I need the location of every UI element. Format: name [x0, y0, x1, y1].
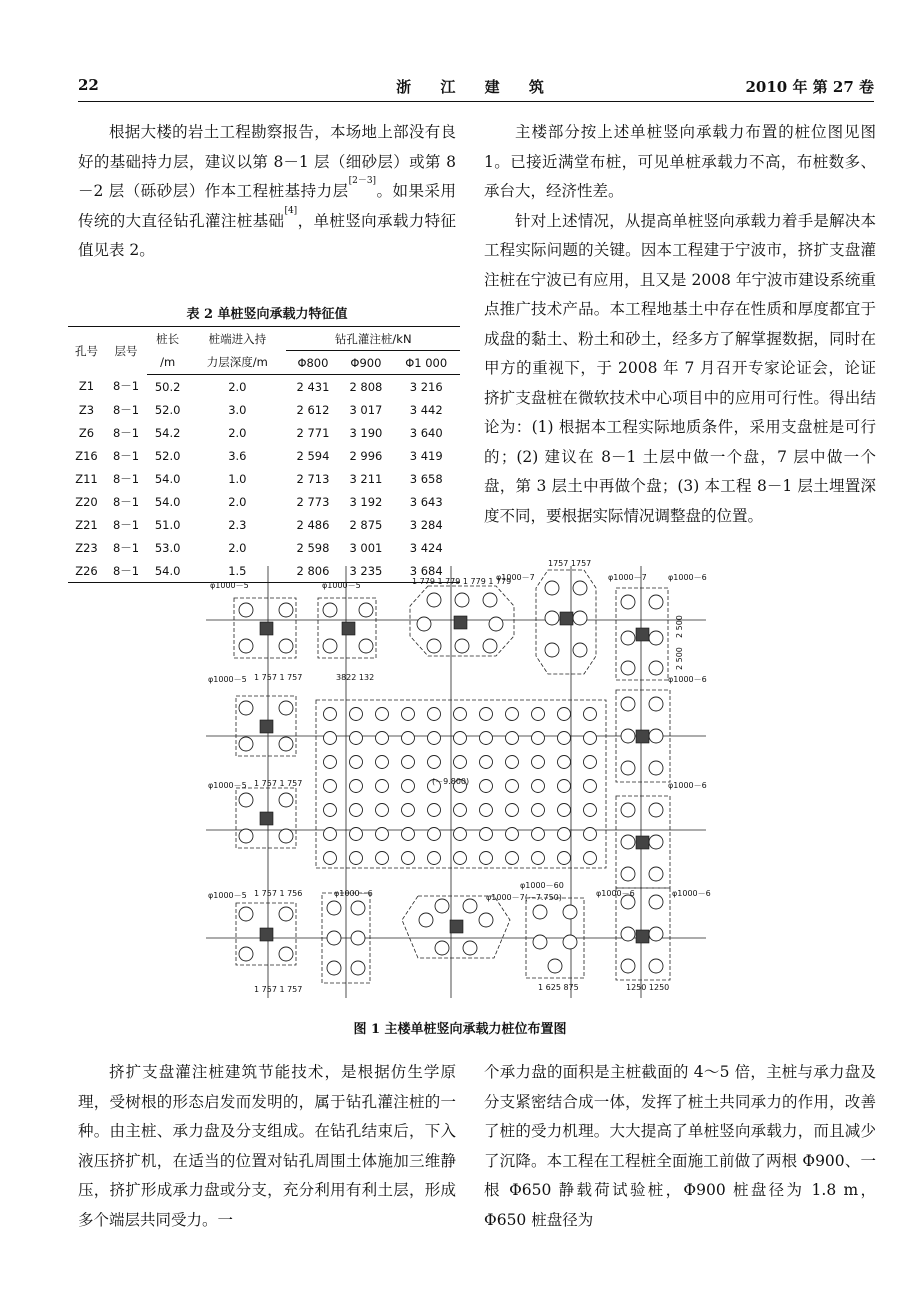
table-caption: 表 2 单桩竖向承载力特征值: [186, 307, 348, 322]
pile-circle: [480, 852, 493, 865]
pile-circle: [454, 852, 467, 865]
table-cell: 8－1: [112, 471, 140, 486]
pile-circle: [428, 852, 441, 865]
pile-circle: [584, 708, 597, 721]
table-cell: 2 598: [296, 540, 330, 555]
pile-circle: [584, 732, 597, 745]
pile-circle: [376, 852, 389, 865]
fig-label: φ1000－5: [208, 891, 247, 900]
pile-circle: [454, 828, 467, 841]
pile-circle: [324, 780, 337, 793]
table-cell: 2.0: [228, 425, 247, 440]
pile-circle: [558, 756, 571, 769]
left-column-top: [78, 118, 456, 266]
fig-dimension: 1 625 875: [538, 983, 579, 992]
citation: [2－3]: [348, 176, 377, 186]
table-cell: 3 684: [392, 559, 460, 583]
pile-circle: [402, 708, 415, 721]
pile-circle: [454, 708, 467, 721]
table-cell: 2 996: [349, 448, 383, 463]
col-length: 桩长: [147, 327, 188, 351]
pile-circle: [558, 780, 571, 793]
pile-circle: [480, 780, 493, 793]
fig-label: φ1000－60: [520, 881, 564, 890]
fig-label: φ1000－6: [668, 675, 707, 684]
paragraph: 针对上述情况，从提高单桩竖向承载力着手是解决本工程实际问题的关键。因本工程建于宁波市，挤扩支盘灌注桩在宁波已有应用，且又是 2008 年宁波市建设系统重点推广技术产品。本工程地基土中存在性质和厚度都宜于成盘的黏土、粉土和砂土，经多方了解掌握数据，同时在甲方的重视下，于 2008 年 7 月召开专家论证会，论证挤扩支盘桩在微软技术中心项目中的应用可行性。得出结论为：(1) 根据本工程实际地质条件，采用支盘桩是可行的；(2) 建议在 8－1 土层中做一个盘，7 层中做一个盘，第 3 层土中再做个盘；(3) 本工程 8－1 层土埋置深度不同，要根据实际情况调整盘的位置。: [484, 211, 876, 525]
pile-circle: [376, 708, 389, 721]
pile-circle: [428, 732, 441, 745]
fig-label: φ1000－7(－7.750): [486, 893, 562, 902]
pile-circle: [480, 756, 493, 769]
pile-circle: [376, 804, 389, 817]
table-cell: 54.2: [154, 425, 181, 440]
table-cell: 8－1: [112, 402, 140, 417]
figure-caption: 图 1 主楼单桩竖向承载力桩位布置图: [353, 1022, 567, 1037]
pile-circle: [480, 732, 493, 745]
left-column-bottom: [78, 1058, 456, 1235]
pile-circle: [454, 732, 467, 745]
table-cell: 53.0: [154, 540, 181, 555]
table-row: [68, 513, 460, 536]
pile-circle: [324, 756, 337, 769]
table-cell: 3 640: [409, 425, 443, 440]
pile-circle: [480, 804, 493, 817]
table-cell: Z3: [78, 402, 95, 417]
table-cell: 8－1: [112, 425, 140, 440]
fig-label: φ1000－6: [668, 781, 707, 790]
fig-label: φ1000－7: [608, 573, 647, 582]
pile-circle: [558, 732, 571, 745]
fig-label: φ1000－6: [596, 889, 635, 898]
col-d800: Φ800: [286, 351, 339, 375]
pile-circle: [532, 732, 545, 745]
pile-circle: [532, 708, 545, 721]
page-number: 22: [78, 76, 99, 94]
table-cell: 2 431: [296, 379, 330, 394]
table-cell: 2.0: [228, 379, 247, 394]
pile-circle: [402, 828, 415, 841]
pile-circle: [506, 756, 519, 769]
pile-circle: [532, 804, 545, 817]
fig-dimension: 1 757 1 757: [254, 779, 303, 788]
pile-circle: [558, 708, 571, 721]
table-cell: 2 808: [349, 379, 383, 394]
table-cell: 50.2: [154, 379, 181, 394]
table-cell: 2.0: [228, 540, 247, 555]
pile-circle: [558, 852, 571, 865]
col-d1000: Φ1 000: [392, 351, 460, 375]
header-rule: [78, 101, 874, 102]
table-cell: 3 424: [409, 540, 443, 555]
table-cell: 1.0: [228, 471, 247, 486]
fig-label: (－9.800): [432, 777, 470, 786]
table-row: [68, 467, 460, 490]
pile-circle: [376, 780, 389, 793]
pile-circle: [324, 804, 337, 817]
pile-circle: [402, 852, 415, 865]
table-cell: 8－1: [112, 540, 140, 555]
pile-circle: [584, 852, 597, 865]
table-cell: 3 284: [409, 517, 443, 532]
col-layer: 层号: [105, 327, 147, 375]
pile-circle: [506, 732, 519, 745]
table-cell: Z11: [75, 471, 98, 486]
table-cell: 3 001: [349, 540, 383, 555]
table-cell: 3 419: [409, 448, 443, 463]
pile-circle: [402, 732, 415, 745]
table-cell: 52.0: [154, 448, 181, 463]
fig-label: φ1000－7: [496, 573, 535, 582]
pile-circle: [558, 804, 571, 817]
pile-circle: [324, 852, 337, 865]
pile-circle: [584, 780, 597, 793]
table-cell: 2 773: [296, 494, 330, 509]
table-cell: 2 594: [296, 448, 330, 463]
pile-circle: [558, 828, 571, 841]
paragraph: 个承力盘的面积是主桩截面的 4～5 倍，主桩与承力盘及分支紧密结合成一体，发挥了桩土共同承力的作用，改善了桩的受力机理。大大提高了单桩竖向承载力，而且减少了沉降。本工程在工程桩全面施工前做了两根 Φ900、一根 Φ650 静载荷试验桩，Φ900 桩盘径为 1.8 m，Φ650 桩盘径为: [484, 1063, 876, 1229]
table-cell: 3 211: [349, 471, 383, 486]
pile-circle: [376, 732, 389, 745]
pile-circle: [454, 804, 467, 817]
fig-dimension: 1250 1250: [626, 983, 670, 992]
table-row: [68, 536, 460, 559]
paragraph: 主楼部分按上述单桩竖向承载力布置的桩位图见图 1。已接近满堂布桩，可见单桩承载力不高，布桩数多、承台大，经济性差。: [484, 123, 876, 200]
pile-circle: [532, 780, 545, 793]
fig-label: φ1000－6: [668, 573, 707, 582]
table-2: [68, 326, 460, 583]
pile-circle: [376, 756, 389, 769]
table-cell: 8－1: [105, 559, 147, 583]
pile-circle: [584, 828, 597, 841]
table-cell: 3 192: [349, 494, 383, 509]
pile-circle: [506, 804, 519, 817]
col-group: 钻孔灌注桩/kN: [286, 327, 460, 351]
pile-circle: [532, 756, 545, 769]
pile-layout-figure: [196, 558, 716, 1010]
col-depth-unit: 力层深度/m: [188, 351, 286, 375]
table-cell: 54.0: [154, 471, 181, 486]
table-row: [68, 421, 460, 444]
right-column-top: [484, 118, 876, 531]
pile-circle: [350, 756, 363, 769]
col-depth: 桩端进入持: [188, 327, 286, 351]
fig-dimension: 1 757 1 757: [254, 673, 303, 682]
table-cell: Z20: [75, 494, 98, 509]
pile-circle: [428, 708, 441, 721]
table-cell: Z21: [75, 517, 98, 532]
journal-title: 浙 江 建 筑: [396, 78, 556, 96]
fig-label: φ1000－5: [322, 581, 361, 590]
paragraph: 根据大楼的岩土工程勘察报告，本场地上部没有良好的基础持力层，建议以第 8－1 层（细砂层）或第 8－2 层（砾砂层）作本工程桩基持力层[2－3]。如果采用传统的大直径钻孔灌注桩基础[4]，单桩竖向承载力特征值见表 2。: [78, 123, 456, 259]
table-cell: Z23: [75, 540, 98, 555]
right-column-bottom: [484, 1058, 876, 1235]
pile-circle: [402, 780, 415, 793]
pile-circle: [324, 732, 337, 745]
table-cell: Z26: [68, 559, 105, 583]
pile-circle: [480, 708, 493, 721]
col-length-unit: /m: [147, 351, 188, 375]
fig-dimension: 1 779 1 779 1 779 1 779: [412, 577, 512, 586]
pile-circle: [402, 804, 415, 817]
table-cell: 8－1: [112, 517, 140, 532]
pile-circle: [350, 780, 363, 793]
table-cell: 1.5: [188, 559, 286, 583]
table-cell: 2 612: [296, 402, 330, 417]
pile-circle: [350, 732, 363, 745]
table-cell: 3 442: [409, 402, 443, 417]
pile-circle: [480, 828, 493, 841]
table-cell: 2 486: [296, 517, 330, 532]
pile-circle: [350, 804, 363, 817]
pile-circle: [454, 756, 467, 769]
fig-dimension: 3822 132: [336, 673, 375, 682]
table-cell: 3.6: [228, 448, 247, 463]
table-row: [68, 375, 460, 399]
table-cell: 2 771: [296, 425, 330, 440]
table-cell: 51.0: [154, 517, 181, 532]
fig-dimension: 1 757 1 756: [254, 889, 303, 898]
table-row: [68, 398, 460, 421]
pile-circle: [506, 828, 519, 841]
table-cell: Z16: [75, 448, 98, 463]
pile-circle: [428, 804, 441, 817]
fig-dimension: 1 757 1 757: [254, 985, 303, 994]
pile-circle: [532, 852, 545, 865]
pile-circle: [506, 852, 519, 865]
table-cell: 3.0: [228, 402, 247, 417]
pile-circle: [324, 708, 337, 721]
fig-dimension: 1757 1757: [548, 559, 592, 568]
table-cell: 8－1: [112, 379, 140, 394]
pile-circle: [428, 756, 441, 769]
table-cell: 2 875: [349, 517, 383, 532]
pile-circle: [584, 804, 597, 817]
table-cell: Z1: [78, 379, 95, 394]
table-cell: Z6: [78, 425, 95, 440]
pile-circle: [584, 756, 597, 769]
table-cell: 8－1: [112, 448, 140, 463]
table-cell: 3 643: [409, 494, 443, 509]
table-cell: 3 216: [409, 379, 443, 394]
fig-label: φ1000－5: [210, 581, 249, 590]
pile-circle: [532, 828, 545, 841]
citation: [4]: [284, 205, 298, 216]
issue-info: 2010 年 第 27 卷: [745, 78, 874, 96]
table-cell: 3 017: [349, 402, 383, 417]
col-d900: Φ900: [339, 351, 392, 375]
table-cell: 8－1: [112, 494, 140, 509]
table-row: [68, 444, 460, 467]
table-cell: 2.0: [228, 494, 247, 509]
table-cell: 54.0: [154, 494, 181, 509]
pile-circle: [324, 828, 337, 841]
table-cell: 3 190: [349, 425, 383, 440]
fig-label: φ1000－5: [208, 781, 247, 790]
pile-circle: [428, 828, 441, 841]
table-cell: 2 806: [286, 559, 339, 583]
fig-dimension: 2 500: [675, 647, 684, 670]
pile-circle: [350, 828, 363, 841]
table-cell: 3 658: [409, 471, 443, 486]
fig-label: φ1000－6: [334, 889, 373, 898]
pile-circle: [376, 828, 389, 841]
pile-circle: [350, 852, 363, 865]
table-cell: 2.3: [228, 517, 247, 532]
table-cell: 52.0: [154, 402, 181, 417]
fig-label: φ1000－6: [672, 889, 711, 898]
fig-dimension: 2 500: [675, 615, 684, 638]
fig-label: φ1000－5: [208, 675, 247, 684]
pile-circle: [506, 780, 519, 793]
pile-circle: [350, 708, 363, 721]
table-cell: 2 713: [296, 471, 330, 486]
pile-circle: [506, 708, 519, 721]
table-row: [68, 490, 460, 513]
table-cell: 54.0: [147, 559, 188, 583]
paragraph: 挤扩支盘灌注桩建筑节能技术，是根据仿生学原理，受树根的形态启发而发明的，属于钻孔灌注桩的一种。由主桩、承力盘及分支组成。在钻孔结束后，下入液压挤扩机，在适当的位置对钻孔周围土体施加三维静压，挤扩形成承力盘或分支，充分利用有利土层，形成多个端层共同受力。一: [78, 1063, 456, 1229]
pile-circle: [402, 756, 415, 769]
col-hole: 孔号: [68, 327, 105, 375]
table-cell: 3 235: [339, 559, 392, 583]
